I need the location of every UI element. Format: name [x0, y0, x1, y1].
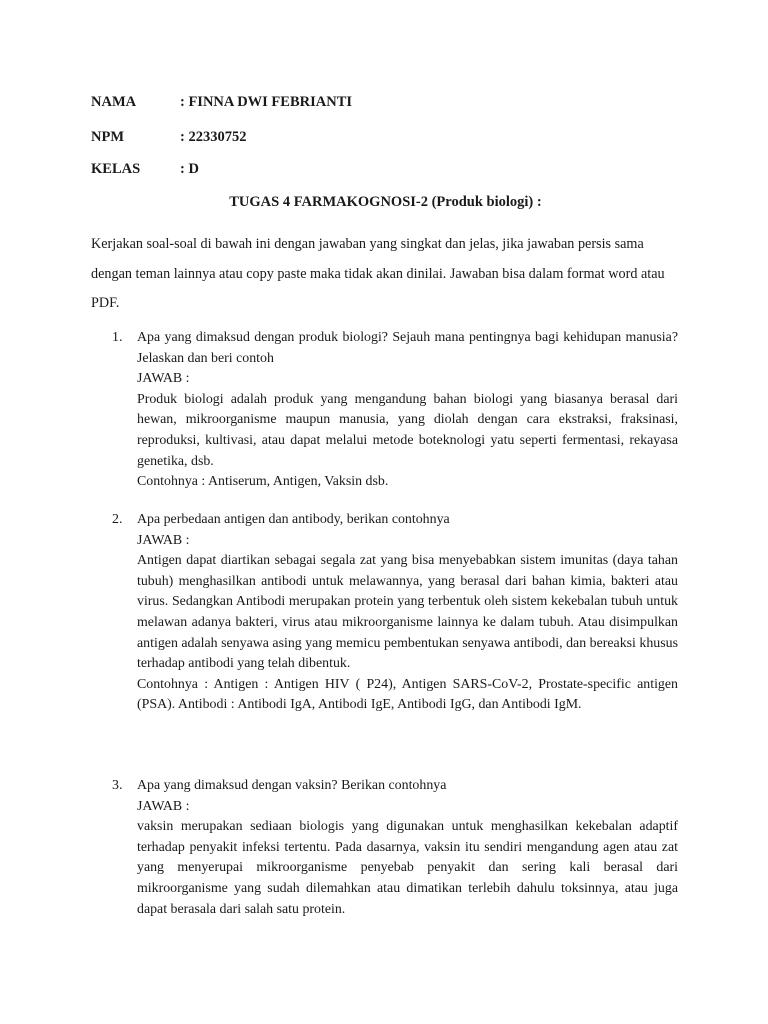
assignment-title: TUGAS 4 FARMAKOGNOSI-2 (Produk biologi) :: [229, 194, 542, 210]
question-text: Apa perbedaan antigen dan antibody, berikan contohnya: [137, 512, 450, 527]
question-3: [112, 776, 678, 920]
assignment-title-block: [0, 194, 768, 211]
answer-text: Antigen dapat diartikan sebagai segala zat yang bisa menyebabkan sistem imunitas (daya tahan tubuh) menghasilkan antibodi untuk melawannya, yang berasal dari bahan kimia, bakteri atau virus. Sedangkan Antibodi merupakan protein yang terbentuk oleh sistem kekebalan tubuh untuk melawan adanya bakteri, virus atau mikroorganisme lainnya ke dalam tubuh. Atau disimpulkan antigen adalah senyawa asing yang memicu pembentukan senyawa antibodi, dan bereaksi khusus terhadap antibodi yang telah dibentuk.: [137, 553, 678, 672]
header-npm-row: [91, 129, 246, 146]
question-number: 2.: [112, 512, 123, 527]
nama-label: NAMA: [91, 94, 137, 110]
question-1: [112, 328, 678, 493]
answer-label: JAWAB :: [137, 371, 190, 387]
npm-value: : 22330752: [180, 129, 247, 145]
header-kelas-row: [91, 161, 199, 178]
answer-example: Contohnya : Antigen : Antigen HIV ( P24), Antigen SARS-CoV-2, Prostate-specific antigen (PSA). Antibodi : Antibodi IgA, Antibodi IgE, Antibodi IgG, dan Antibodi IgM.: [137, 676, 678, 713]
question-body: [137, 776, 678, 920]
intro-paragraph: Kerjakan soal-soal di bawah ini dengan jawaban yang singkat dan jelas, jika jawaban persis sama dengan teman lainnya atau copy paste maka tidak akan dinilai. Jawaban bisa dalam format word atau PDF.: [91, 236, 665, 311]
question-body: [137, 328, 678, 493]
kelas-value: : D: [180, 161, 199, 177]
answer-label: JAWAB :: [137, 798, 190, 814]
question-number: 1.: [112, 330, 123, 345]
answer-example: Contohnya : Antiserum, Antigen, Vaksin dsb.: [137, 474, 389, 490]
answer-text: vaksin merupakan sediaan biologis yang digunakan untuk menghasilkan kekebalan adaptif terhadap penyakit infeksi tertentu. Pada dasarnya, vaksin itu sendiri mengandung agen atau zat yang menyerupai mikroorganisme penyebab penyakit dan sering kali berasal dari mikroorganisme yang sudah dilemahkan atau dimatikan terlebih dahulu toksinnya, atau juga dapat berasala dari salah satu protein.: [137, 819, 678, 917]
answer-label: JAWAB :: [137, 532, 190, 548]
question-text: Apa yang dimaksud dengan vaksin? Berikan contohnya: [137, 778, 447, 793]
nama-value: : FINNA DWI FEBRIANTI: [180, 94, 353, 110]
question-2: [112, 510, 678, 716]
question-number: 3.: [112, 778, 123, 793]
npm-label: NPM: [91, 129, 125, 145]
question-text: Apa yang dimaksud dengan produk biologi? Sejauh mana pentingnya bagi kehidupan manusia? Jelaskan dan beri contoh: [137, 330, 678, 366]
kelas-label: KELAS: [91, 161, 141, 177]
question-body: [137, 510, 678, 716]
answer-text: Produk biologi adalah produk yang mengandung bahan biologi yang biasanya berasal dari hewan, mikroorganisme maupun manusia, yang diolah dengan cara ekstraksi, fraksinasi, reproduksi, kultivasi, atau dapat melalui metode boteknologi yatu seperti fermentasi, rekayasa genetika, dsb.: [137, 391, 678, 469]
header-nama-row: [91, 94, 352, 111]
